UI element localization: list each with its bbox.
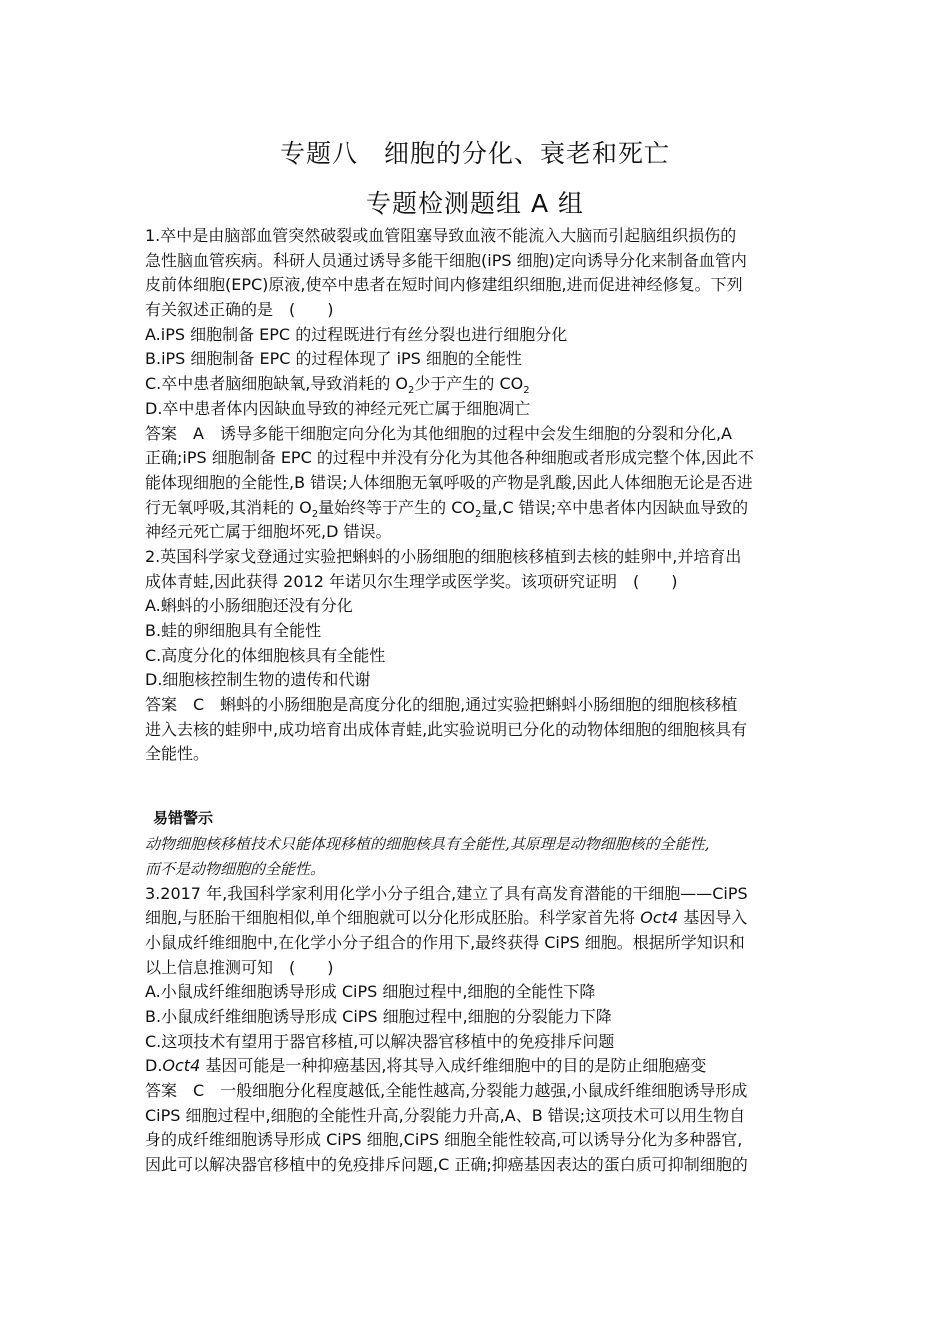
q3-stem-line: 3.2017 年,我国科学家利用化学小分子组合,建立了具有高发育潜能的干细胞——CiPS: [145, 883, 748, 903]
q1-option-c-text: C.卒中患者脑细胞缺氧,导致消耗的 O: [145, 374, 409, 394]
q2-option: D.细胞核控制生物的遗传和代谢: [145, 670, 371, 690]
q1-stem-line: 有关叙述正确的是 ( ): [145, 300, 334, 320]
q1-option-d: D.卒中患者体内因缺血导致的神经元死亡属于细胞凋亡: [145, 398, 531, 418]
q1-option-a: A.iPS 细胞制备 EPC 的过程既进行有丝分裂也进行细胞分化: [145, 324, 568, 344]
q3-stem-text: 细胞,与胚胎干细胞相似,单个细胞就可以分化形成胚胎。科学家首先将: [145, 908, 641, 928]
gene-name: Oct4: [162, 1056, 201, 1076]
q3-stem-line: [145, 906, 810, 931]
gene-name: Oct4: [640, 908, 679, 928]
subscript: 2: [523, 385, 530, 397]
q1-stem-line: 1.卒中是由脑部血管突然破裂或血管阻塞导致血液不能流入大脑而引起脑组织损伤的: [145, 226, 737, 245]
q1-answer-line: 能体现细胞的全能性,B 错误;人体细胞无氧呼吸的产物是乳酸,因此人体细胞无论是否进: [145, 472, 753, 492]
q3-answer-line: CiPS 细胞过程中,细胞的全能性升高,分裂能力升高,A、B 错误;这项技术可以用生物自: [145, 1105, 746, 1125]
q1-answer-line: [145, 496, 810, 521]
q2-option: B.蛙的卵细胞具有全能性: [145, 621, 322, 640]
document-content: [145, 224, 810, 1178]
subscript: 2: [475, 508, 482, 520]
q2-answer-line: 进入去核的蛙卵中,成功培育出成体青蛙,此实验说明已分化的动物体细胞的细胞核具有: [145, 719, 748, 739]
q2-option: A.蝌蚪的小肠细胞还没有分化: [145, 596, 353, 616]
q2-answer-line: 全能性。: [145, 744, 210, 764]
q3-answer-line: 身的成纤维细胞诱导形成 CiPS 细胞,CiPS 细胞全能性较高,可以诱导分化为多种器官,: [145, 1130, 743, 1150]
page-title: 专题八 细胞的分化、衰老和死亡: [279, 139, 670, 168]
page-subtitle: 专题检测题组 A 组: [366, 189, 584, 218]
q3-option-c: C.这项技术有望用于器官移植,可以解决器官移植中的免疫排斥问题: [145, 1031, 615, 1051]
q1-answer-text: 行无氧呼吸,其消耗的 O: [145, 497, 312, 517]
q3-option-d-text: D.: [145, 1056, 163, 1076]
subscript: 2: [311, 508, 319, 520]
q3-option-d: [145, 1054, 810, 1079]
q2-answer-line: 答案 C 蝌蚪的小肠细胞是高度分化的细胞,通过实验把蝌蚪小肠细胞的细胞核移植: [145, 695, 738, 715]
q2-stem-line: 成体青蛙,因此获得 2012 年诺贝尔生理学或医学奖。该项研究证明 ( ): [145, 571, 678, 591]
warning-line: 而不是动物细胞的全能性。: [145, 859, 326, 878]
q3-answer-line: 答案 C 一般细胞分化程度越低,全能性越高,分裂能力越强,小鼠成纤维细胞诱导形成: [145, 1081, 748, 1100]
q1-answer-line: 答案 A 诱导多能干细胞定向分化为其他细胞的过程中会发生细胞的分裂和分化,A: [145, 423, 732, 443]
q1-option-b: B.iPS 细胞制备 EPC 的过程体现了 iPS 细胞的全能性: [145, 349, 522, 369]
warning-title: 易错警示: [153, 809, 214, 828]
spacer: [145, 767, 810, 804]
q1-answer-line: 正确;iPS 细胞制备 EPC 的过程中并没有分化为其他各种细胞或者形成完整个体,因此不: [145, 448, 754, 468]
q1-stem-line: 急性脑血管疾病。科研人员通过诱导多能干细胞(iPS 细胞)定向诱导分化来制备血管内: [145, 250, 747, 270]
q1-answer-text: 量始终等于产生的 CO: [318, 497, 476, 517]
q1-answer-text: 量,C 错误;卒中患者体内因缺血导致的: [481, 497, 749, 517]
q3-option-a: A.小鼠成纤维细胞诱导形成 CiPS 细胞过程中,细胞的全能性下降: [145, 982, 596, 1002]
q1-option-c-text: 少于产生的 CO: [414, 374, 524, 394]
q3-stem-line: 小鼠成纤维细胞中,在化学小分子组合的作用下,最终获得 CiPS 细胞。根据所学知识和: [145, 932, 745, 952]
q2-option: C.高度分化的体细胞核具有全能性: [145, 645, 386, 665]
q3-option-d-text: 基因可能是一种抑癌基因,将其导入成纤维细胞中的目的是防止细胞癌变: [200, 1056, 707, 1076]
q3-option-b: B.小鼠成纤维细胞诱导形成 CiPS 细胞过程中,细胞的分裂能力下降: [145, 1006, 612, 1026]
q3-stem-text: 基因导入: [678, 908, 748, 928]
q1-stem-line: 皮前体细胞(EPC)原液,使卒中患者在短时间内修建组织细胞,进而促进神经修复。下列: [145, 275, 743, 295]
q1-answer-line: 神经元死亡属于细胞坏死,D 错误。: [145, 522, 392, 542]
q3-answer-line: 因此可以解决器官移植中的免疫排斥问题,C 正确;抑癌基因表达的蛋白质可抑制细胞的: [145, 1155, 748, 1175]
subscript: 2: [408, 385, 415, 397]
warning-line: 动物细胞核移植技术只能体现移植的细胞核具有全能性,其原理是动物细胞核的全能性,: [145, 835, 710, 854]
q1-option-c: [145, 372, 810, 397]
q2-stem-line: 2.英国科学家戈登通过实验把蝌蚪的小肠细胞的细胞核移植到去核的蛙卵中,并培育出: [145, 546, 742, 566]
q3-stem-line: 以上信息推测可知 ( ): [145, 957, 334, 977]
